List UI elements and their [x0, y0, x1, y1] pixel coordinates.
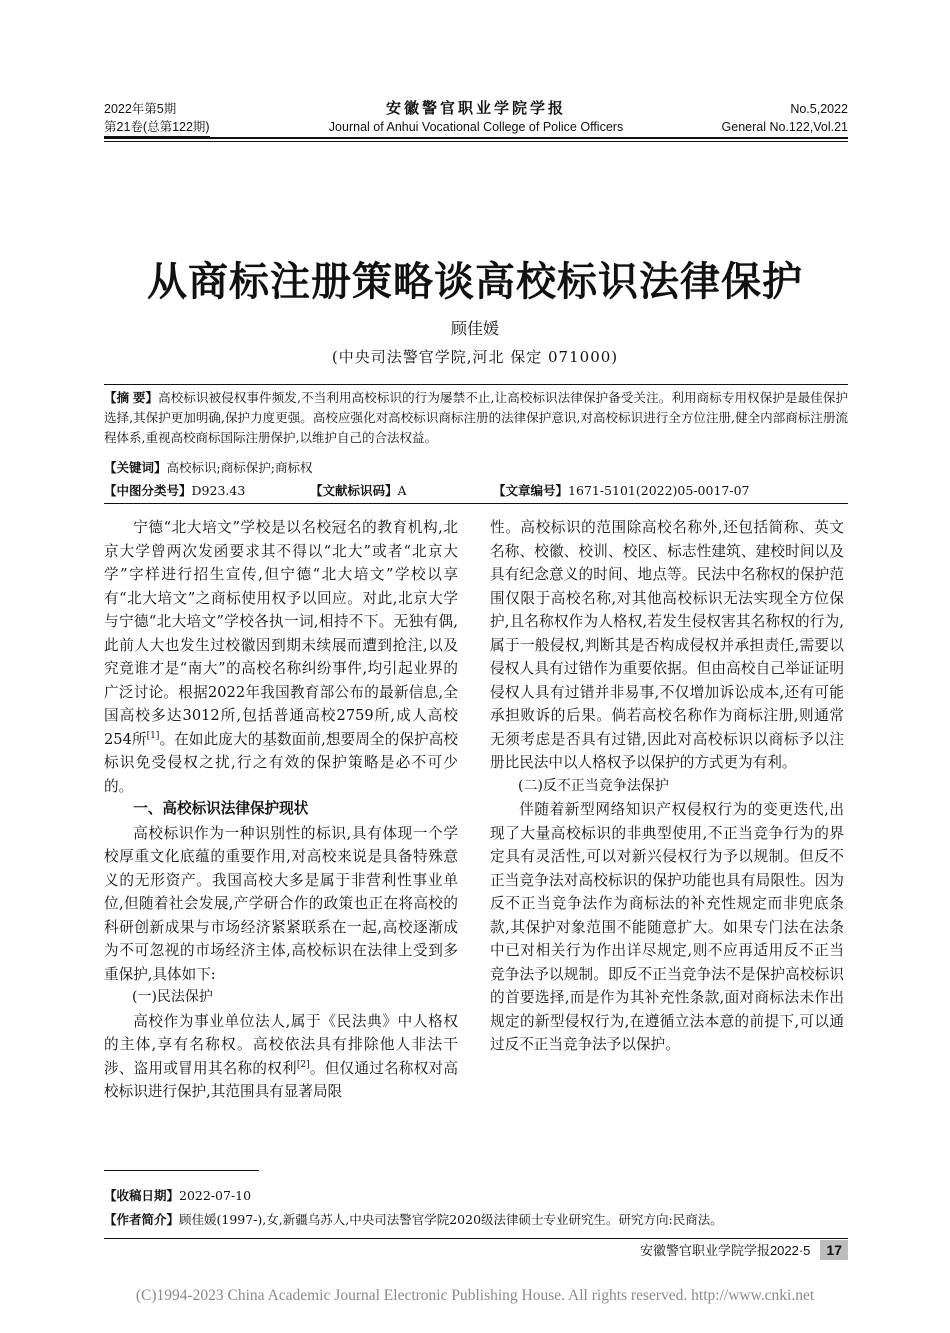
page-footer: [640, 1240, 848, 1261]
keywords-label: 【关键词】: [104, 461, 167, 475]
header-general-no: General No.122,Vol.21: [721, 120, 848, 134]
citation-ref[interactable]: [1]: [146, 730, 160, 741]
paragraph-text: 。但仅通过名称权对高校标识进行保护,其范围具有显著局限: [104, 1059, 458, 1100]
paragraph-text: 。在如此庞大的基数面前,想要周全的保护高校标识免受侵权之扰,行之有效的保护策略是必不可少的。: [104, 730, 458, 795]
page-number: 17: [820, 1240, 848, 1260]
footnote-author: [104, 1210, 848, 1230]
header-number: [722, 100, 848, 136]
footnote-received: [104, 1186, 848, 1206]
copyright-watermark: (C)1994-2023 China Academic Journal Electronic Publishing House. All rights reserved. http://www.cnki.net: [135, 1287, 815, 1304]
header-no: No.5,2022: [790, 102, 848, 116]
subsection-heading: (一)民法保护: [132, 989, 213, 1005]
footer-journal: 安徽警官职业学院学报2022·5: [639, 1243, 811, 1258]
body-column-left: [104, 516, 458, 1104]
classification-line: [104, 481, 848, 501]
keywords-text: 高校标识;商标保护;商标权: [166, 460, 313, 475]
citation-ref[interactable]: [2]: [296, 1059, 310, 1070]
clc-label: 【中图分类号】: [104, 484, 192, 498]
clc-number: [104, 481, 245, 501]
article-author: 顾佳媛: [450, 319, 499, 338]
article-number: [493, 481, 750, 501]
article-title: 从商标注册策略谈高校标识法律保护: [147, 258, 803, 305]
subsection-heading: (二)反不正当竞争法保护: [518, 777, 669, 794]
article-no-value: 1671-5101(2022)05-0017-07: [568, 483, 750, 498]
abstract: [104, 388, 848, 448]
body-paragraph: 高校标识作为一种识别性的标识,具有体现一个学校厚重文化底蕴的重要作用,对高校来说是具备特殊意义的无形资产。我国高校大多是属于非营利性事业单位,但随着社会发展,产学研合作的政策也正在将高校的科研创新成果与市场经济紧紧联系在一起,高校逐渐成为不可忽视的市场经济主体,高校标识在法律上受到多重保护,具体如下:: [104, 824, 458, 983]
journal-name-en: Journal of Anhui Vocational College of Police Officers: [328, 120, 624, 134]
abstract-label: 【摘 要】: [104, 391, 159, 405]
article-no-label: 【文章编号】: [493, 484, 569, 498]
paragraph-text: 宁德“北大培文”学校是以名校冠名的教育机构,北京大学曾两次发函要求其不得以“北大”或者“北京大学”字样进行招生宣传,但宁德“北大培文”学校以享有“北大培文”之商标使用权予以回应。对此,北京大学与宁德“北大培文”学校各执一词,相持不下。无独有偶,此前人大也发生过校徽因到期未续展而遭到抢注,以及究竟谁才是“南大”的高校名称纠纷事件,均引起业界的广泛讨论。根据2022年我国教育部公布的最新信息,全国高校多达3012所,包括普通高校2759所,成人高校254所: [104, 519, 458, 748]
doc-code-label: 【文献标识码】: [310, 484, 398, 498]
abstract-rule-bottom: [104, 503, 848, 504]
journal-name-cn: 安徽警官职业学院学报: [385, 100, 566, 117]
abstract-rule-top: [104, 384, 848, 385]
header-rule-thin: [104, 141, 848, 142]
keywords: [104, 458, 848, 478]
header-volume: 第21卷(总第122期): [104, 118, 210, 137]
page-footer-rule: [104, 1238, 848, 1239]
article-affiliation: (中央司法警官学院,河北 保定 071000): [331, 348, 619, 366]
body-paragraph: 伴随着新型网络知识产权侵权行为的变更迭代,出现了大量高校标识的非典型使用,不正当竞争行为的界定具有灵活性,可以对新兴侵权行为予以规制。但反不正当竞争法对高校标识的保护功能也具有局限性。因为反不正当竞争法作为商标法的补充性规定而非兜底条款,其保护对象范围不能随意扩大。如果专门法在法条中已对相关行为作出详尽规定,则不应再适用反不正当竞争法予以规制。即反不正当竞争法不是保护高校标识的首要选择,而是作为其补充性条款,面对商标法未作出规定的新型侵权行为,在遵循立法本意的前提下,可以通过反不正当竞争法予以保护。: [490, 801, 844, 1053]
doc-code-value: A: [397, 483, 407, 498]
header-issue-year: 2022年第5期: [104, 102, 177, 116]
running-header: [104, 100, 848, 138]
body-paragraph: 性。高校标识的范围除高校名称外,还包括简称、英文名称、校徽、校训、校区、标志性建筑、建校时间以及具有纪念意义的时间、地点等。民法中名称权的保护范围仅限于高校名称,对其他高校标识无法实现全方位保护,且名称权作为人格权,若发生侵权害其名称权的行为,属于一般侵权,判断其是否构成侵权并承担责任,需要以侵权人具有过错作为重要依据。但由高校自己举证证明侵权人具有过错并非易事,不仅增加诉讼成本,还有可能承担败诉的后果。倘若高校名称作为商标注册,则通常无须考虑是否具有过错,因此对高校标识以商标予以注册比民法中以人格权予以保护的方式更为有利。: [490, 519, 844, 771]
author-info-label: 【作者简介】: [104, 1213, 180, 1227]
section-heading: 一、高校标识法律保护现状: [133, 801, 309, 817]
body-paragraph: [104, 1010, 458, 1104]
received-date: 2022-07-10: [179, 1188, 252, 1203]
clc-value: D923.43: [191, 483, 246, 498]
author-info-text: 顾佳媛(1997-),女,新疆乌苏人,中央司法警官学院2020级法律硕士专业研究生。研究方向:民商法。: [179, 1212, 723, 1227]
abstract-text: 高校标识被侵权事件频发,不当利用高校标识的行为屡禁不止,让高校标识法律保护备受关注。利用商标专用权保护是最佳保护选择,其保护更加明确,保护力度更强。高校应强化对高校标识商标注册的法律保护意识,对高校标识进行全方位注册,健全内部商标注册流程体系,重视高校商标国际注册保护,以维护自己的合法权益。: [104, 390, 848, 445]
body-paragraph: [104, 516, 458, 798]
footnote-rule: [104, 1170, 259, 1171]
received-label: 【收稿日期】: [104, 1189, 180, 1203]
paragraph-text: 高校作为事业单位法人,属于《民法典》中人格权的主体,享有名称权。高校依法具有排除他人非法干涉、盗用或冒用其名称的权利: [104, 1012, 458, 1077]
document-code: [310, 481, 407, 501]
body-column-right: [490, 516, 844, 1057]
header-rule-thick: [104, 137, 848, 139]
